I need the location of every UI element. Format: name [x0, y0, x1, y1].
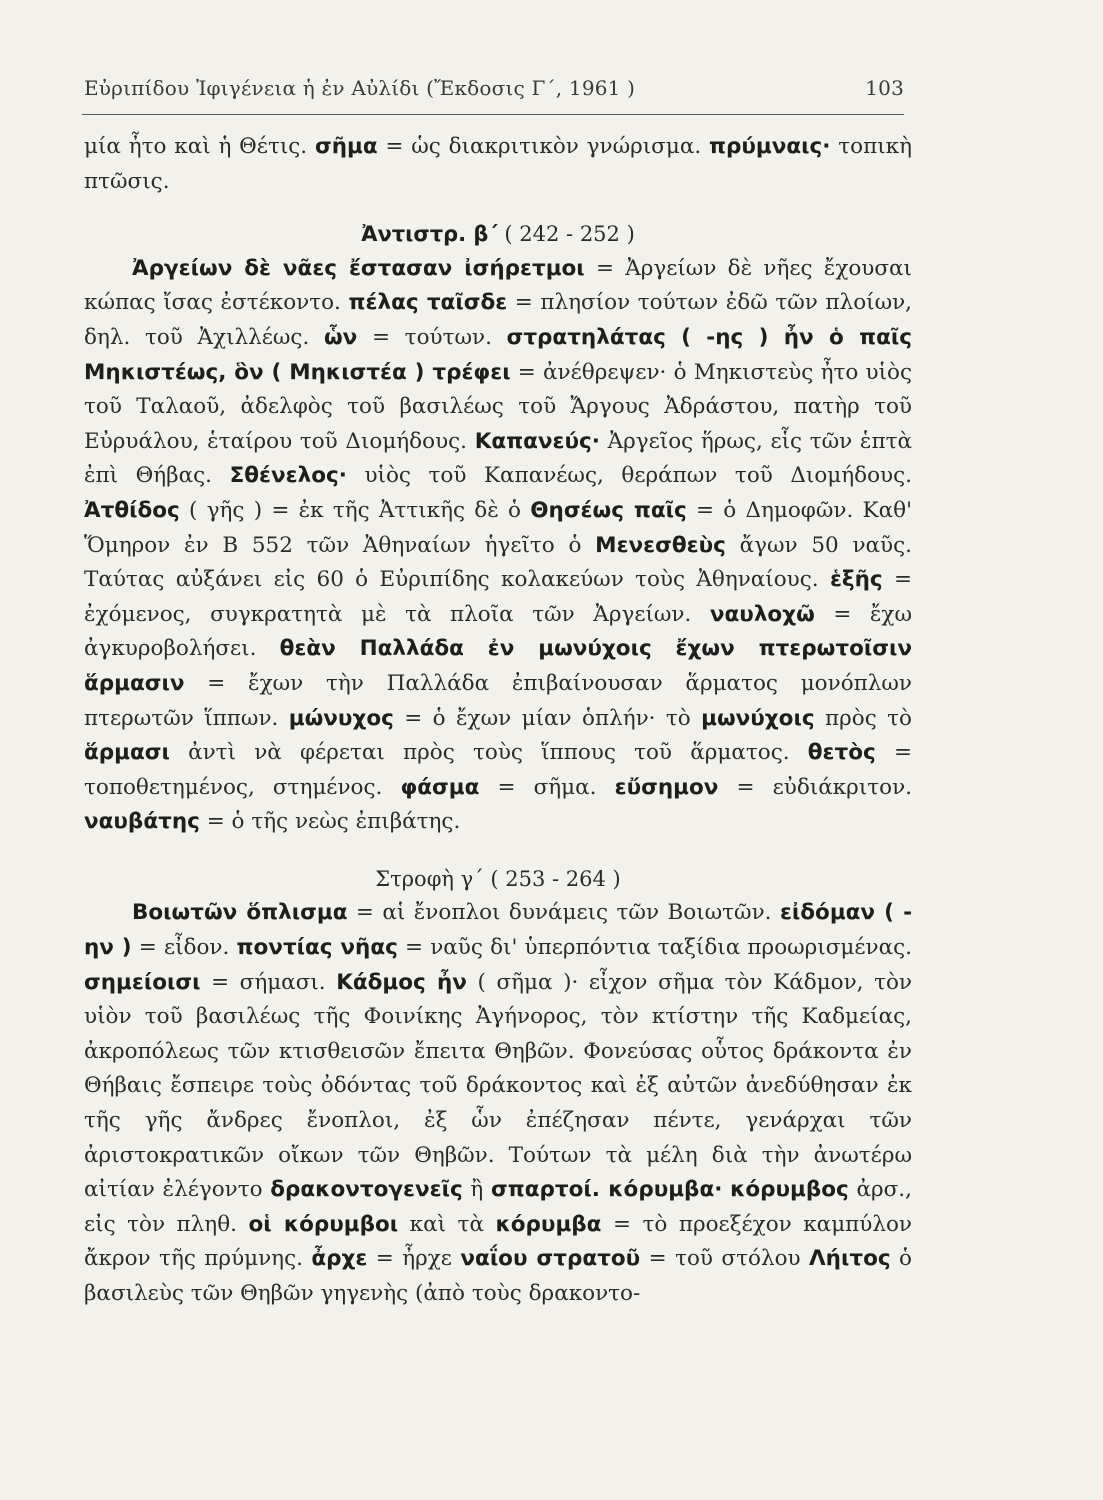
- page-number: 103: [865, 76, 904, 100]
- lemma: Κάδμος ἦν: [336, 969, 467, 995]
- lemma: ναυβάτης: [84, 809, 200, 835]
- lemma: μώνυχος: [288, 705, 394, 731]
- lemma: ἆρχε: [311, 1246, 368, 1272]
- paragraph-intro: μία ἦτο καὶ ἡ Θέτις. σῆμα = ὡς διακριτικὸν γνώρισμα. πρύμναις· τοπικὴ πτῶσις.: [84, 134, 912, 194]
- lemma: ὧν: [323, 324, 358, 350]
- lemma: ναΐου στρατοῦ: [460, 1246, 641, 1272]
- section-label: Ἀντιστρ. β΄: [361, 222, 498, 247]
- lemma: κόρυμβος: [730, 1177, 849, 1203]
- running-head: [84, 76, 904, 100]
- running-title: Εὐριπίδου Ἰφιγένεια ἡ ἐν Αὐλίδι (Ἔκδοσις Γ΄, 1961 ): [84, 76, 636, 100]
- lemma: οἱ κόρυμβοι: [248, 1211, 399, 1237]
- paragraph-strophe: Βοιωτῶν ὅπλισμα = αἱ ἔνοπλοι δυνάμεις τῶν Βοιωτῶν. εἰδόμαν ( -ην ) = εἶδον. ποντίας νῆας = ναῦς δι' ὑπερπόντια ταξίδια προωρισμένας. σημείοισι = σήμασι. Κάδμος ἦν ( σῆμα )· εἶχον σῆμα τὸν Κάδμον, τὸν υἱὸν τοῦ βασιλέως τῆς Φοινίκης Ἀγήνορος, τὸν κτίστην τῆς Καδμείας, ἀκροπόλεως τῶν κτισθεισῶν ἔπειτα Θηβῶν. Φονεύσας οὗτος δράκοντα ἐν Θήβαις ἔσπειρε τοὺς ὀδόντας τοῦ δράκοντος καὶ ἐξ αὐτῶν ἀνεδύθησαν ἐκ τῆς γῆς ἄνδρες ἔνοπλοι, ἐξ ὧν ἐπέζησαν πέντε, γενάρχαι τῶν ἀριστοκρατικῶν οἴκων τῶν Θηβῶν. Τούτων τὰ μέλη διὰ τὴν ἀνωτέρω αἰτίαν ἐλέγοντο δρακοντογενεῖς ἢ σπαρτοί. κόρυμβα· κόρυμβος ἀρσ., εἰς τὸν πληθ. οἱ κόρυμβοι καὶ τὰ κόρυμβα = τὸ προεξέχον καμπύλον ἄκρον τῆς πρύμνης. ἆρχε = ἦρχε ναΐου στρατοῦ = τοῦ στόλου Λήιτος ὁ βασιλεὺς τῶν Θηβῶν γηγενὴς (ἀπὸ τοὺς δρακοντο-: [84, 900, 913, 1306]
- lemma: σπαρτοί. κόρυμβα·: [490, 1177, 723, 1203]
- lemma: Θησέως παῖς: [530, 497, 687, 523]
- lemma: ποντίας νῆας: [236, 935, 398, 961]
- lemma: Καπανεύς·: [474, 428, 600, 454]
- lemma: πρύμναις·: [709, 134, 831, 159]
- commentary-body: [84, 130, 912, 1312]
- lemma: Λήιτος: [809, 1246, 891, 1272]
- header-rule: [82, 114, 904, 115]
- lemma: ἑξῆς: [829, 567, 883, 593]
- lemma: Ἀτθίδος: [84, 497, 180, 523]
- lemma: ἅρμασι: [84, 740, 170, 766]
- lemma: κόρυμβα: [495, 1211, 602, 1237]
- lemma: ναυλοχῶ: [709, 601, 815, 627]
- lemma: εὔσημον: [614, 774, 719, 800]
- lemma: δρακοντογενεῖς: [270, 1177, 463, 1203]
- section-range: ( 242 - 252 ): [504, 222, 635, 247]
- lemma: εἰδόμαν ( -ην ): [84, 900, 912, 961]
- lemma: φάσμα: [400, 774, 480, 800]
- lemma: θετὸς: [807, 740, 876, 766]
- section-title-antistrophe: [84, 217, 912, 252]
- lemma: Ἀργείων δὲ νᾶες ἔστασαν ἰσήρετμοι: [132, 255, 585, 281]
- paragraph-antistrophe: Ἀργείων δὲ νᾶες ἔστασαν ἰσήρετμοι = Ἀργείων δὲ νῆες ἔχουσαι κώπας ἴσας ἐστέκοντο. πέλας ταῖσδε = πλησίον τούτων ἐδῶ τῶν πλοίων, δηλ. τοῦ Ἀχιλλέως. ὧν = τούτων. στρατηλάτας ( -ης ) ἦν ὁ παῖς Μηκιστέως, ὃν ( Μηκιστέα ) τρέφει = ἀνέθρεψεν· ὁ Μηκιστεὺς ἦτο υἱὸς τοῦ Ταλαοῦ, ἀδελφὸς τοῦ βασιλέως τοῦ Ἄργους Ἀδράστου, πατὴρ τοῦ Εὐρυάλου, ἑταίρου τοῦ Διομήδους. Καπανεύς· Ἀργεῖος ἥρως, εἷς τῶν ἑπτὰ ἐπὶ Θήβας. Σθένελος· υἱὸς τοῦ Καπανέως, θεράπων τοῦ Διομήδους. Ἀτθίδος ( γῆς ) = ἐκ τῆς Ἀττικῆς δὲ ὁ Θησέως παῖς = ὁ Δημοφῶν. Καθ' Ὅμηρον ἐν Β 552 τῶν Ἀθηναίων ἡγεῖτο ὁ Μενεσθεὺς ἄγων 50 ναῦς. Ταύτας αὐξάνει εἰς 60 ὁ Εὐριπίδης κολακεύων τοὺς Ἀθηναίους. ἑξῆς = ἐχόμενος, συγκρατητὰ μὲ τὰ πλοῖα τῶν Ἀργείων. ναυλοχῶ = ἔχω ἀγκυροβολήσει. θεὰν Παλλάδα ἐν μωνύχοις ἔχων πτερωτοῖσιν ἅρμασιν = ἔχων τὴν Παλλάδα ἐπιβαίνουσαν ἅρματος μονόπλων πτερωτῶν ἵππων. μώνυχος = ὁ ἔχων μίαν ὁπλήν· τὸ μωνύχοις πρὸς τὸ ἅρμασι ἀντὶ νὰ φέρεται πρὸς τοὺς ἵππους τοῦ ἅρματος. θετὸς = τοποθετημένος, στημένος. φάσμα = σῆμα. εὔσημον = εὐδιάκριτον. ναυβάτης = ὁ τῆς νεὼς ἐπιβάτης.: [84, 255, 913, 835]
- lemma: μωνύχοις: [701, 705, 815, 731]
- lemma: Σθένελος·: [229, 463, 347, 489]
- lemma: θεὰν Παλλάδα ἐν μωνύχοις ἔχων πτερωτοῖσιν ἅρμασιν: [84, 636, 912, 696]
- lemma: σῆμα: [314, 134, 378, 159]
- section-label: Στροφὴ γ΄: [375, 866, 484, 891]
- lemma: Μενεσθεὺς: [595, 532, 726, 558]
- lemma: πέλας ταῖσδε: [348, 290, 508, 316]
- lemma: σημείοισι: [84, 969, 201, 995]
- section-range: ( 253 - 264 ): [490, 866, 621, 891]
- lemma: Βοιωτῶν ὅπλισμα: [132, 900, 348, 926]
- lemma: στρατηλάτας ( -ης ) ἦν ὁ παῖς Μηκιστέως, ὃν ( Μηκιστέα ) τρέφει: [84, 324, 912, 385]
- section-title-strophe: [84, 862, 912, 897]
